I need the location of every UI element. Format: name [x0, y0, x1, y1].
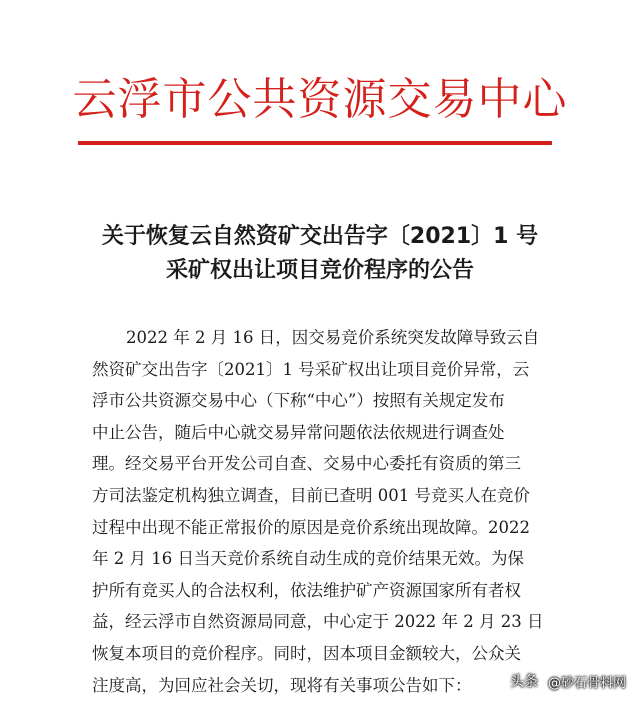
watermark-account: @砂石骨料网 [547, 675, 626, 691]
body-line: 2022 年 2 月 16 日，因交易竞价系统突发故障导致云自 [126, 328, 540, 347]
body-paragraph [92, 322, 552, 701]
body-line: 浮市公共资源交易中心（下称“中心”）按照有关规定发布 [92, 391, 505, 411]
document-title [50, 220, 590, 288]
body-line: 然资矿交出告字〔2021〕1 号采矿权出让项目竞价异常，云 [92, 359, 530, 379]
body-line: 恢复本项目的竞价程序。同时，因本项目金额较大，公众关 [92, 643, 521, 663]
document-title-line-2: 采矿权出让项目竞价程序的公告 [165, 258, 474, 283]
body-line: 理。经交易平台开发公司自查、交易中心委托有资质的第三 [92, 454, 521, 474]
header-red-rule [78, 141, 552, 145]
source-watermark [510, 671, 626, 691]
body-line: 方司法鉴定机构独立调查，目前已查明 001 号竞买人在竞价 [92, 485, 530, 505]
body-line: 年 2 月 16 日当天竞价系统自动生成的竞价结果无效。为保 [92, 549, 524, 569]
watermark-platform: 头条 [509, 674, 538, 690]
body-line: 护所有竞买人的合法权利，依法维护矿产资源国家所有者权 [92, 580, 521, 600]
body-line: 益，经云浮市自然资源局同意，中心定于 2022 年 2 月 23 日 [92, 612, 544, 632]
body-line: 过程中出现不能正常报价的原因是竞价系统出现故障。2022 [92, 517, 530, 537]
organization-header: 云浮市公共资源交易中心 [72, 74, 568, 125]
body-line: 注度高，为回应社会关切，现将有关事项公告如下： [92, 675, 472, 695]
body-line: 中止公告，随后中心就交易异常问题依法依规进行调查处 [92, 422, 505, 442]
document-title-line-1: 关于恢复云自然资矿交出告字〔2021〕1 号 [101, 224, 539, 249]
